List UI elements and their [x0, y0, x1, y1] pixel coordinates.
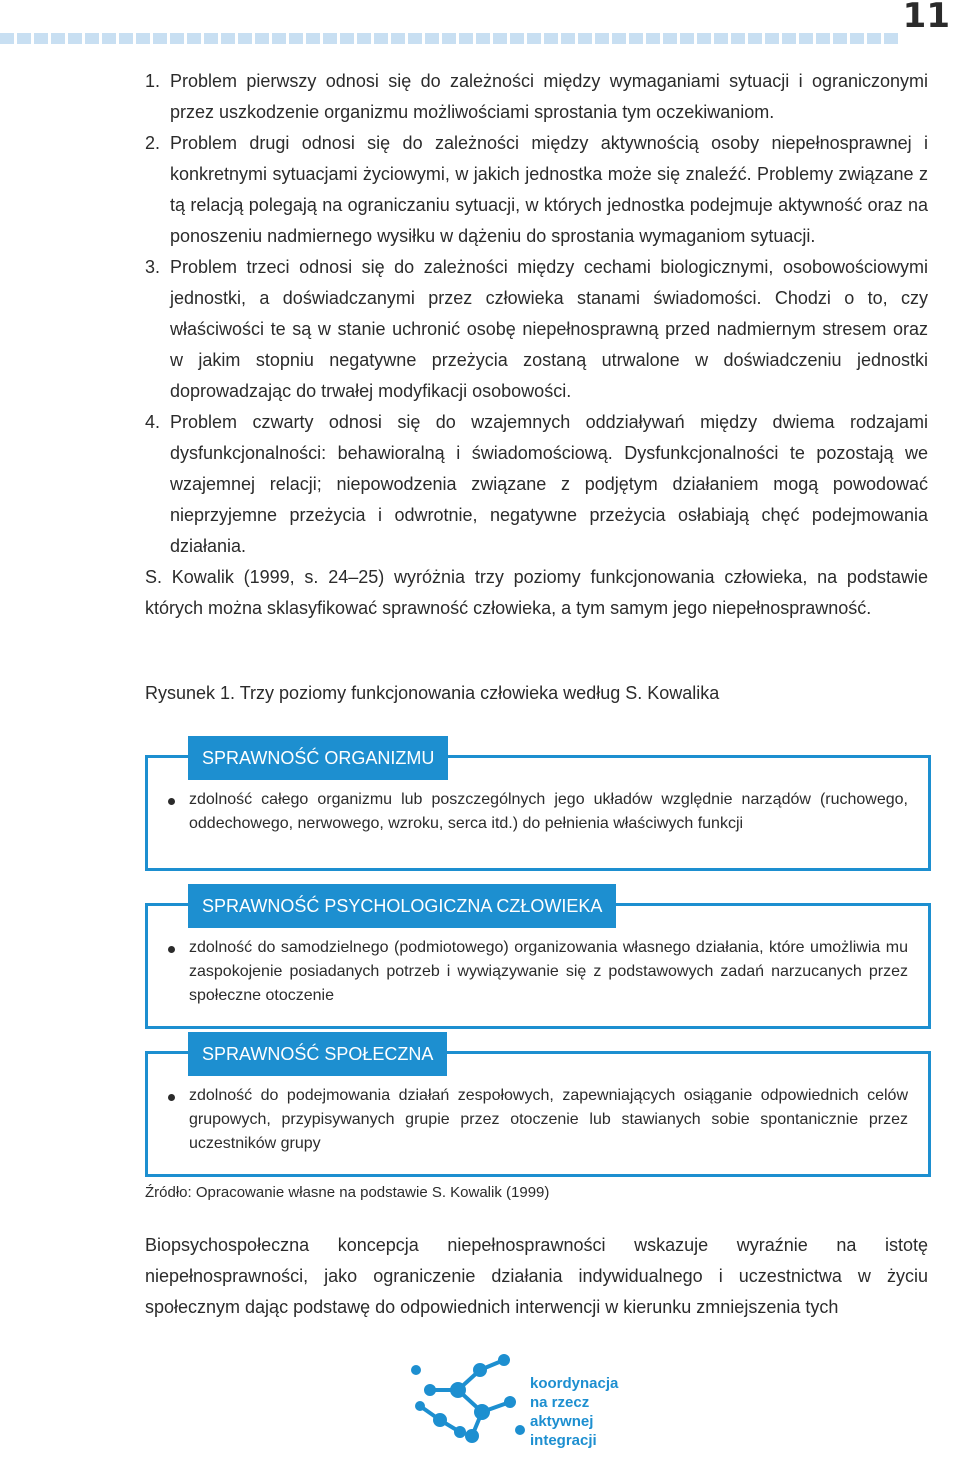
level-text: zdolność całego organizmu lub poszczególnych jego układów względnie narządów (ruchowego, oddechowego, nerwowego, wzroku, serca itd.) do pełnienia właściwych funkcji	[189, 791, 908, 832]
list-item-text: Problem drugi odnosi się do zależności między aktywnością osoby niepełnosprawnej i konkretnymi sytuacjami życiowymi, w jakich jednostka może się znaleźć. Problemy związane z tą relacją polegają na ograniczaniu sytuacji, w których jednostka podejmuje aktywność oraz na ponoszeniu nadmiernego wysiłku w dążeniu do sprostania wymaganiom sytuacji.	[170, 133, 928, 246]
list-item-number: 1.	[145, 71, 161, 91]
list-item	[145, 407, 928, 562]
list-item	[145, 66, 928, 128]
level-description	[168, 788, 908, 836]
level-text: zdolność do podejmowania działań zespołowych, zapewniających osiąganie odpowiednich celów grupowych, przypisywanych grupie przez otoczenie lub stawianych sobie spontanicznie przez uczestników grupy	[189, 1087, 908, 1152]
kowalik-paragraph: S. Kowalik (1999, s. 24–25) wyróżnia trzy poziomy funkcjonowania człowieka, na podstawie których można sklasyfikować sprawność człowieka, a tym samym jego niepełnosprawność.	[145, 567, 928, 618]
bullet-icon	[168, 946, 175, 953]
list-item	[145, 252, 928, 407]
page-number: 11	[902, 0, 950, 36]
level-box-psychological	[145, 896, 931, 1029]
problems-section	[145, 66, 928, 624]
header-band	[0, 33, 900, 44]
level-title: SPRAWNOŚĆ SPOŁECZNA	[188, 1032, 447, 1076]
figure-caption: Rysunek 1. Trzy poziomy funkcjonowania człowieka według S. Kowalika	[145, 683, 720, 703]
figure-source: Źródło: Opracowanie własne na podstawie S. Kowalik (1999)	[145, 1184, 550, 1201]
logo-text	[530, 1374, 618, 1450]
closing-paragraph: Biopsychospołeczna koncepcja niepełnosprawności wskazuje wyraźnie na istotę niepełnosprawności, jako ograniczenie działania indywidualnego i uczestnictwa w życiu społecznym dając podstawę do odpowiednich interwencji w kierunku zmniejszenia tych	[145, 1235, 928, 1317]
logo-line: koordynacja	[530, 1375, 619, 1392]
level-title: SPRAWNOŚĆ PSYCHOLOGICZNA CZŁOWIEKA	[188, 884, 616, 928]
list-item-number: 2.	[145, 133, 161, 153]
level-box-organism	[145, 748, 931, 871]
list-item-text: Problem czwarty odnosi się do wzajemnych oddziaływań między dwiema rodzajami dysfunkcjonalności: behawioralną i świadomościową. Dysfunkcjonalności te pozostają we wzajemnej relacji; niepowodzenia związane z podjętym działaniem mogą powodować nieprzyjemne przeżycia i odwrotnie, negatywne przeżycia osłabiają chęć podejmowania działania.	[170, 412, 928, 556]
level-box-social	[145, 1044, 931, 1177]
list-item-text: Problem trzeci odnosi się do zależności między cechami biologicznymi, osobowościowymi jednostki, a doświadczanymi przez człowieka stanami świadomości. Chodzi o to, czy właściwości te są w stanie uchronić osobę niepełnosprawną przed nadmiernym stresem oraz w jakim stopniu negatywne przeżycia zostaną utrwalone w doświadczeniu jednostki doprowadzając do trwałej modyfikacji osobowości.	[170, 257, 928, 401]
figure-caption-block	[145, 678, 928, 709]
level-title: SPRAWNOŚĆ ORGANIZMU	[188, 736, 448, 780]
level-text: zdolność do samodzielnego (podmiotowego) organizowania własnego działania, które umożliwia mu zaspokojenie posiadanych potrzeb i wywiązywanie się z podstawowych zadań narzucanych przez społeczne otoczenie	[189, 939, 908, 1004]
list-item-text: Problem pierwszy odnosi się do zależności między wymaganiami sytuacji i ograniczonymi przez uszkodzenie organizmu możliwościami sprostania tym oczekiwaniom.	[170, 71, 928, 122]
bullet-icon	[168, 1094, 175, 1101]
levels-figure	[145, 735, 935, 1175]
level-description	[168, 936, 908, 1008]
list-item-number: 4.	[145, 412, 161, 432]
logo-line: aktywnej	[530, 1413, 594, 1430]
logo-line: integracji	[530, 1432, 597, 1449]
list-item	[145, 128, 928, 252]
problems-list	[145, 66, 928, 562]
logo-line: na rzecz	[530, 1394, 590, 1411]
list-item-number: 3.	[145, 257, 161, 277]
bullet-icon	[168, 798, 175, 805]
level-description	[168, 1084, 908, 1156]
